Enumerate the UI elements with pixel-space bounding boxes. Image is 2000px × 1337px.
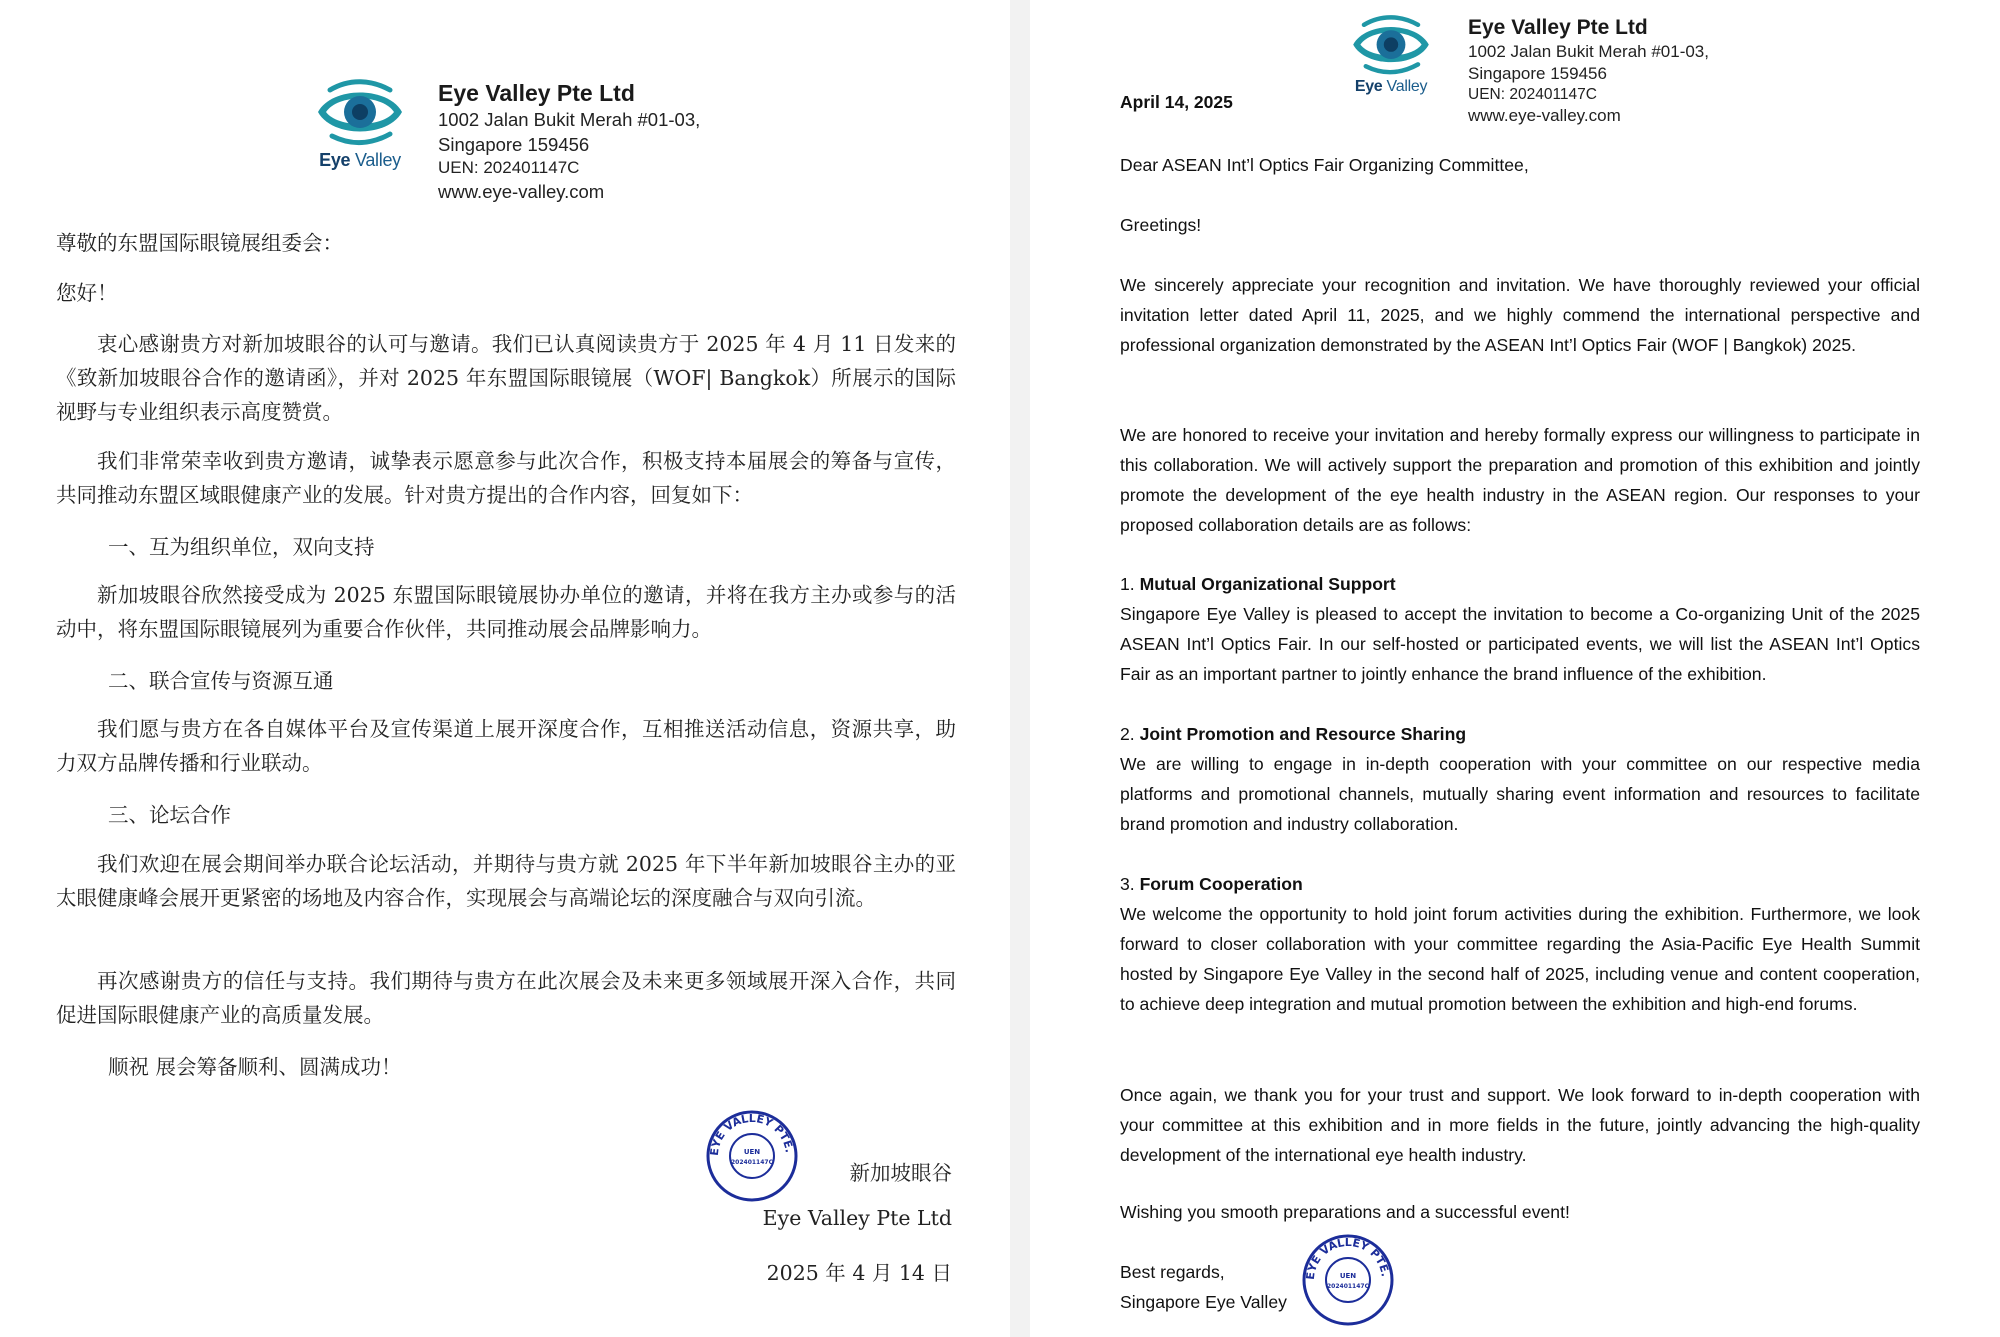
svg-text:202401147C: 202401147C: [731, 1159, 773, 1166]
company-name: Eye Valley Pte Ltd: [1468, 16, 1648, 39]
signature-english: Eye Valley Pte Ltd: [762, 1206, 952, 1230]
uen: UEN: 202401147C: [1468, 86, 1597, 103]
paragraph-5: 我们欢迎在展会期间举办联合论坛活动，并期待与贵方就 2025 年下半年新加坡眼谷主办的亚太眼健康峰会展开更紧密的场地及内容合作，实现展会与高端论坛的深度融合与双向引流。: [56, 852, 956, 910]
svg-text:UEN: UEN: [743, 1148, 761, 1156]
eye-valley-logo: [1346, 14, 1436, 110]
company-seal: [704, 1108, 800, 1204]
section-3-title: 3. Forum Cooperation: [1120, 874, 1303, 894]
seal-stamp-icon: [1300, 1232, 1396, 1328]
section-heading-1: 一、互为组织单位，双向支持: [108, 535, 375, 559]
closing: 顺祝 展会筹备顺利、圆满成功！: [108, 1055, 402, 1079]
eye-valley-logo: [310, 78, 410, 174]
greeting: Greetings!: [1120, 215, 1202, 235]
svg-text:UEN: UEN: [1339, 1272, 1357, 1280]
website: www.eye-valley.com: [438, 181, 605, 202]
paragraph-3: 新加坡眼谷欣然接受成为 2025 东盟国际眼镜展协办单位的邀请，并将在我方主办或参与的活动中，将东盟国际眼镜展列为重要合作伙伴，共同推动展会品牌影响力。: [56, 583, 956, 641]
address-line-1: 1002 Jalan Bukit Merah #01-03,: [1468, 42, 1709, 61]
svg-text:EYE VALLEY PTE. LTD.: EYE VALLEY PTE.: [707, 1111, 796, 1157]
salutation: 尊敬的东盟国际眼镜展组委会：: [56, 231, 343, 255]
address-line-2: Singapore 159456: [1468, 64, 1607, 83]
logo-wordmark: Eye Valley: [1354, 78, 1428, 95]
seal-stamp-icon: [704, 1108, 800, 1204]
svg-text:202401147C: 202401147C: [1327, 1283, 1369, 1290]
section-1-title: 1. Mutual Organizational Support: [1120, 574, 1396, 594]
paragraph-4: 我们愿与贵方在各自媒体平台及宣传渠道上展开深度合作，互相推送活动信息，资源共享，助力双方品牌传播和行业联动。: [56, 717, 956, 775]
company-name: Eye Valley Pte Ltd: [438, 80, 635, 106]
eye-logo-icon: [310, 78, 410, 148]
address-line-1: 1002 Jalan Bukit Merah #01-03,: [438, 109, 701, 130]
signature-date: 2025 年 4 月 14 日: [766, 1261, 952, 1285]
page-gutter: [1010, 0, 1030, 1337]
section-3-body: We welcome the opportunity to hold joint forum activities during the exhibition. Furthermore, we look forward to closer collaboration with your committee regarding the Asia-Pacific Eye Health Summit hosted by Singapore Eye Valley in the second half of 2025, including venue and content cooperation, to achieve deep integration and mutual promotion between the exhibition and high-end forums.: [1120, 904, 1920, 1014]
company-seal: [1300, 1232, 1396, 1328]
section-2: [1120, 719, 1920, 839]
paragraph-1: We sincerely appreciate your recognition and invitation. We have thoroughly reviewed your official invitation letter dated April 11, 2025, and we highly commend the international perspective and professional organization demonstrated by the ASEAN Int’l Optics Fair (WOF | Bangkok) 2025.: [1120, 275, 1920, 355]
signature: Singapore Eye Valley: [1120, 1292, 1287, 1312]
english-letter-page: [1030, 0, 2000, 1337]
greeting: 您好！: [56, 281, 118, 305]
svg-text:EYE VALLEY PTE. LTD.: EYE VALLEY PTE.: [1303, 1235, 1392, 1281]
regards: Best regards,: [1120, 1262, 1225, 1282]
paragraph-6: 再次感谢贵方的信任与支持。我们期待与贵方在此次展会及未来更多领域展开深入合作，共同促进国际眼健康产业的高质量发展。: [56, 969, 956, 1027]
section-1-body: Singapore Eye Valley is pleased to accept the invitation to become a Co-organizing Unit of the 2025 ASEAN Int’l Optics Fair. In our self-hosted or participated events, we will list the ASEAN Int’l Optics Fair as an important partner to jointly enhance the brand influence of the exhibition.: [1120, 604, 1920, 684]
logo-wordmark: Eye Valley: [319, 150, 401, 170]
letter-date: April 14, 2025: [1120, 92, 1233, 112]
website: www.eye-valley.com: [1468, 106, 1621, 125]
paragraph-2: 我们非常荣幸收到贵方邀请，诚挚表示愿意参与此次合作，积极支持本届展会的筹备与宣传，共同推动东盟区域眼健康产业的发展。针对贵方提出的合作内容，回复如下：: [56, 449, 956, 507]
address-line-2: Singapore 159456: [438, 134, 590, 155]
section-2-body: We are willing to engage in in-depth cooperation with your committee on our respective media platforms and promotional channels, mutually sharing event information and resources to facilitate brand promotion and industry collaboration.: [1120, 754, 1920, 834]
section-3: [1120, 869, 1920, 1019]
section-2-title: 2. Joint Promotion and Resource Sharing: [1120, 724, 1467, 744]
letterhead: [0, 0, 1010, 210]
paragraph-final: Once again, we thank you for your trust and support. We look forward to in-depth cooperation with your committee at this exhibition and in more fields in the future, jointly advancing the high-quality development of the international eye health industry.: [1120, 1085, 1920, 1165]
section-heading-2: 二、联合宣传与资源互通: [108, 669, 334, 693]
wishes: Wishing you smooth preparations and a successful event!: [1120, 1202, 1570, 1222]
paragraph-1: 衷心感谢贵方对新加坡眼谷的认可与邀请。我们已认真阅读贵方于 2025 年 4 月 11 日发来的《致新加坡眼谷合作的邀请函》，并对 2025 年东盟国际眼镜展（WOF| Bangkok）所展示的国际视野与专业组织表示高度赞赏。: [56, 332, 956, 424]
paragraph-2: We are honored to receive your invitation and hereby formally express our willingness to participate in this collaboration. We will actively support the preparation and promotion of this exhibition and jointly promote the development of the eye health industry in the ASEAN region. Our responses to your proposed collaboration details are as follows:: [1120, 425, 1920, 535]
section-heading-3: 三、论坛合作: [108, 803, 231, 827]
uen: UEN: 202401147C: [438, 158, 580, 177]
signature-chinese: 新加坡眼谷: [849, 1161, 952, 1185]
section-1: [1120, 569, 1920, 689]
salutation: Dear ASEAN Int’l Optics Fair Organizing Committee,: [1120, 155, 1529, 175]
eye-logo-icon: [1346, 14, 1436, 77]
